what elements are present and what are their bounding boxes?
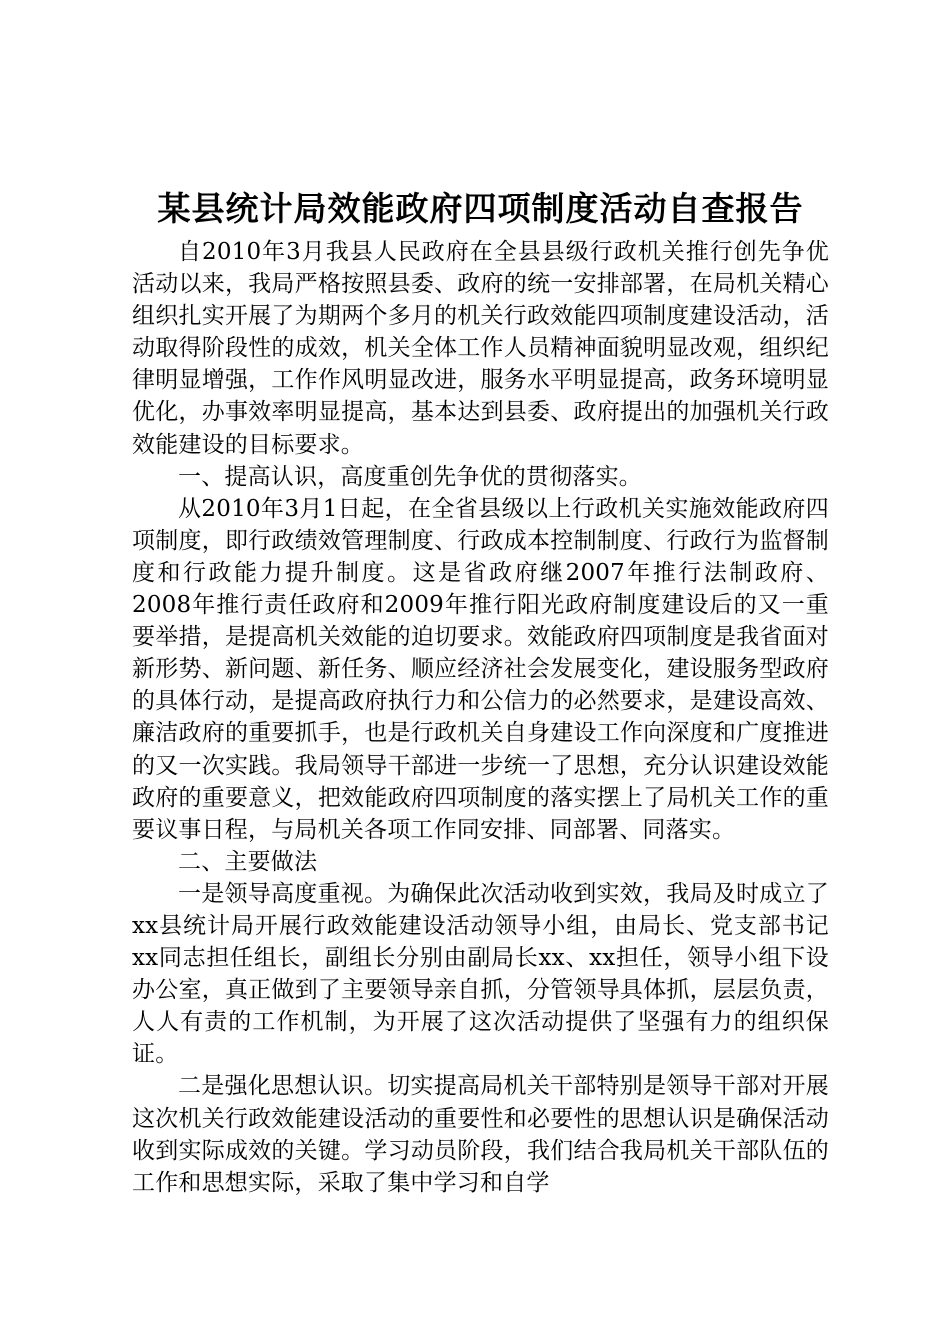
intro-paragraph: 自2010年3月我县人民政府在全县县级行政机关推行创先争优活动以来，我局严格按照县委、政府的统一安排部署，在局机关精心组织扎实开展了为期两个多月的机关行政效能四项制度建设活动，活动取得阶段性的成效，机关全体工作人员精神面貌明显改观，组织纪律明显增强，工作作风明显改进，服务水平明显提高，政务环境明显优化，办事效率明显提高，基本达到县委、政府提出的加强机关行政效能建设的目标要求。: [132, 239, 829, 458]
section-heading-2: 二、主要做法: [178, 848, 318, 875]
document-page: [132, 182, 829, 1199]
document-title: 某县统计局效能政府四项制度活动自查报告: [157, 189, 804, 228]
body-paragraph: 一是领导高度重视。为确保此次活动收到实效，我局及时成立了xx县统计局开展行政效能建设活动领导小组，由局长、党支部书记xx同志担任组长，副组长分别由副局长xx、xx担任，领导小组下设办公室，真正做到了主要领导亲自抓，分管领导具体抓，层层负责，人人有责的工作机制，为开展了这次活动提供了坚强有力的组织保证。: [132, 880, 829, 1068]
section-heading-1: 一、提高认识，高度重创先争优的贯彻落实。: [178, 463, 642, 490]
body-paragraph: 二是强化思想认识。切实提高局机关干部特别是领导干部对开展这次机关行政效能建设活动的重要性和必要性的思想认识是确保活动收到实际成效的关键。学习动员阶段，我们结合我局机关干部队伍的工作和思想实际，采取了集中学习和自学: [132, 1073, 829, 1196]
body-paragraph: 从2010年3月1日起，在全省县级以上行政机关实施效能政府四项制度，即行政绩效管理制度、行政成本控制制度、行政行为监督制度和行政能力提升制度。这是省政府继2007年推行法制政府、2008年推行责任政府和2009年推行阳光政府制度建设后的又一重要举措，是提高机关效能的迫切要求。效能政府四项制度是我省面对新形势、新问题、新任务、顺应经济社会发展变化，建设服务型政府的具体行动，是提高政府执行力和公信力的必然要求，是建设高效、廉洁政府的重要抓手，也是行政机关自身建设工作向深度和广度推进的又一次实践。我局领导干部进一步统一了思想，充分认识建设效能政府的重要意义，把效能政府四项制度的落实摆上了局机关工作的重要议事日程，与局机关各项工作同安排、同部署、同落实。: [132, 495, 829, 843]
